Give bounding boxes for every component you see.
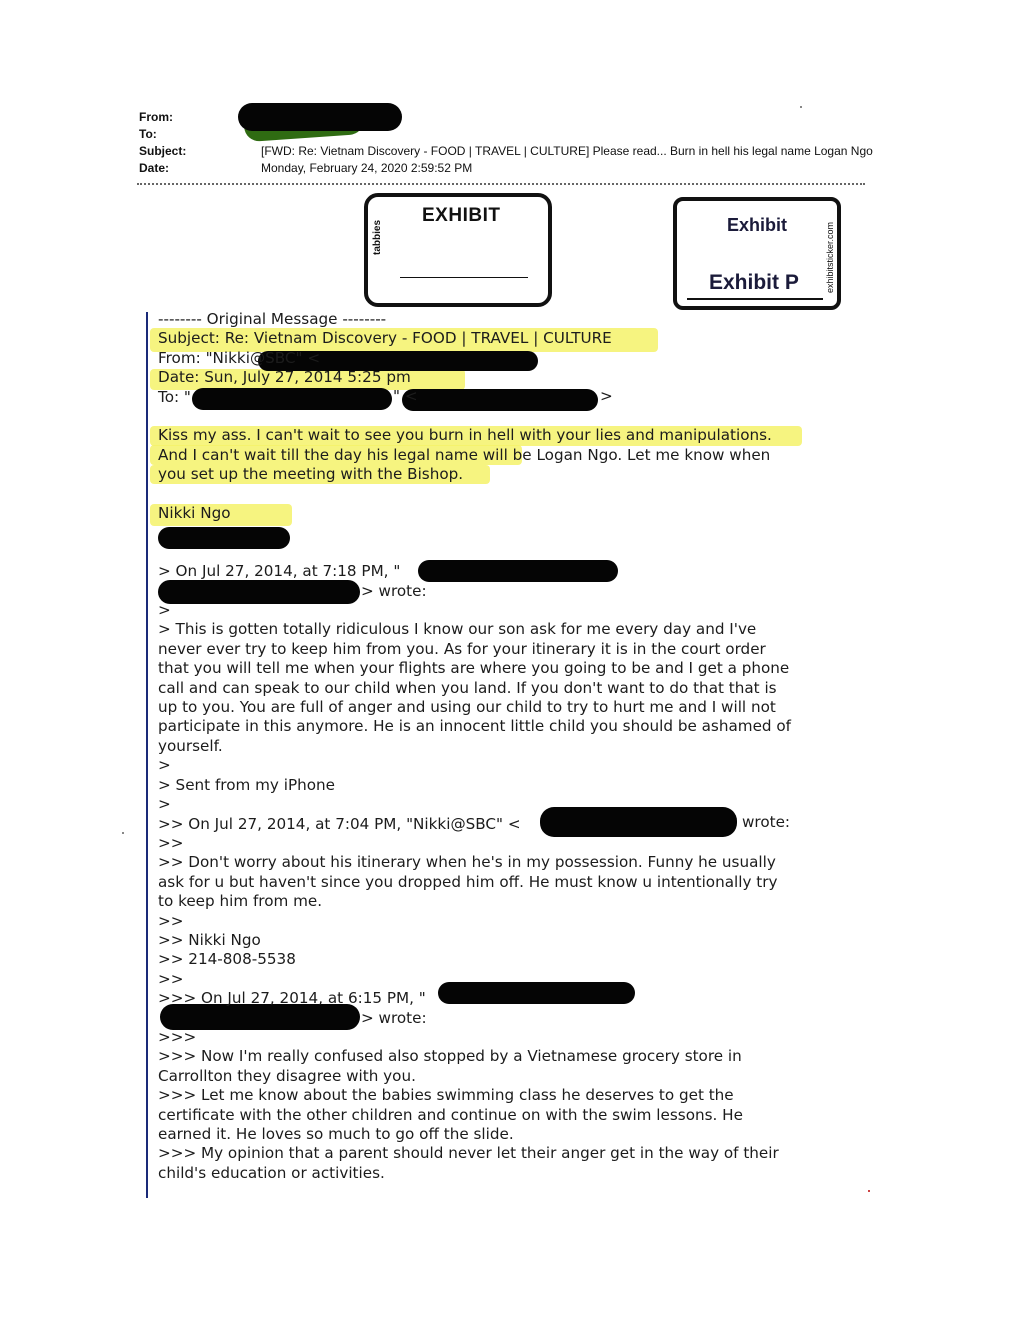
wrote-label: wrote: xyxy=(742,813,791,831)
message-line: yourself. xyxy=(158,736,223,755)
original-message xyxy=(158,310,818,1183)
quote-bar xyxy=(146,312,148,1198)
date-label: Date: xyxy=(139,160,170,175)
tabbies-brand: tabbies xyxy=(372,219,383,255)
message-line: >>> Let me know about the babies swimming class he deserves to get the xyxy=(158,1086,734,1105)
message-line: >> xyxy=(158,969,184,988)
exhibit-sticker-p xyxy=(673,197,841,310)
message-line: > wrote: xyxy=(361,1008,427,1027)
exhibit-sticker-line xyxy=(400,277,528,278)
to-label: To: xyxy=(139,126,157,141)
exhibit-sticker-heading: Exhibit xyxy=(727,215,788,235)
exhibit-sticker-title: EXHIBIT xyxy=(422,205,501,226)
message-line: >>> On Jul 27, 2014, at 6:15 PM, " xyxy=(158,989,426,1008)
date-value: Monday, February 24, 2020 2:59:52 PM xyxy=(261,160,473,175)
message-line: child's education or activities. xyxy=(158,1163,385,1182)
message-line: > This is gotten totally ridiculous I know our son ask for me every day and I've xyxy=(158,620,757,639)
redaction-from xyxy=(238,103,402,131)
message-line: that you will tell me when your flights are where you going to be and I get a phone xyxy=(158,659,790,678)
message-line: To: " xyxy=(158,387,191,406)
message-line: > On Jul 27, 2014, at 7:18 PM, " xyxy=(158,562,401,581)
scan-speck xyxy=(868,1190,870,1192)
scan-speck xyxy=(800,106,802,108)
message-line: never ever try to keep him from you. As for your itinerary it is in the court order xyxy=(158,639,766,658)
message-line: >> 214-808-5538 xyxy=(158,950,296,969)
exhibitsticker-brand: exhibitsticker.com xyxy=(825,221,835,293)
message-line: >> Nikki Ngo xyxy=(158,930,261,949)
message-line: > wrote: xyxy=(361,581,427,600)
redaction-signature xyxy=(158,527,290,549)
subject-label: Subject: xyxy=(139,143,187,158)
message-line: you set up the meeting with the Bishop. xyxy=(158,465,464,484)
message-line: to keep him from me. xyxy=(158,892,323,911)
message-line: > Sent from my iPhone xyxy=(158,775,335,794)
exhibit-sticker-rule xyxy=(687,298,823,300)
message-line: up to you. You are full of anger and using our child to try to hurt me and I will not xyxy=(158,698,776,717)
message-line: From: "Nikki@SBC" < xyxy=(158,348,321,367)
message-line: >>> xyxy=(158,1027,197,1046)
message-line: earned it. He loves so much to go off the slide. xyxy=(158,1125,514,1143)
message-line: -------- Original Message -------- xyxy=(158,310,387,328)
message-line: > xyxy=(158,795,171,814)
from-label: From: xyxy=(139,109,173,124)
message-line: Nikki Ngo xyxy=(158,504,231,523)
message-line: Kiss my ass. I can't wait to see you burn in hell with your lies and manipulations. xyxy=(158,426,772,445)
message-line: > xyxy=(158,756,171,775)
blank-line xyxy=(158,485,818,504)
message-line: And I can't wait till the day his legal name will be Logan Ngo. Let me know when xyxy=(158,445,771,464)
message-line: > xyxy=(158,601,171,620)
message-line: >> xyxy=(158,833,184,852)
message-line: Subject: Re: Vietnam Discovery - FOOD | TRAVEL | CULTURE xyxy=(158,329,612,348)
message-line: >>> My opinion that a parent should never let their anger get in the way of their xyxy=(158,1144,779,1163)
message-line: >> Don't worry about his itinerary when he's in my possession. Funny he usually xyxy=(158,853,776,872)
message-line: >> On Jul 27, 2014, at 7:04 PM, "Nikki@SBC" < xyxy=(158,814,521,833)
header-divider xyxy=(137,183,865,185)
message-line: >> xyxy=(158,911,184,930)
subject-value: [FWD: Re: Vietnam Discovery - FOOD | TRAVEL | CULTURE] Please read... Burn in hell his legal name Logan Ngo xyxy=(261,143,873,158)
message-line: call and can speak to our child when you land. If you don't want to do that that is xyxy=(158,678,777,697)
message-line: Date: Sun, July 27, 2014 5:25 pm xyxy=(158,368,411,387)
exhibit-sticker-label: Exhibit P xyxy=(709,271,799,294)
message-line: certificate with the other children and continue on with the swim lessons. He xyxy=(158,1105,743,1124)
to-angle-close: > xyxy=(600,387,613,405)
message-line: >>> Now I'm really confused also stopped by a Vietnamese grocery store in xyxy=(158,1047,742,1066)
message-line: ask for u but haven't since you dropped him off. He must know u intentionally try xyxy=(158,872,778,891)
exhibit-sticker-tabbies xyxy=(364,193,552,307)
scan-speck xyxy=(122,832,124,834)
message-line: participate in this anymore. He is an innocent little child you should be ashamed of xyxy=(158,717,792,736)
to-quote-close: " < xyxy=(393,387,418,405)
message-line: Carrollton they disagree with you. xyxy=(158,1066,416,1085)
